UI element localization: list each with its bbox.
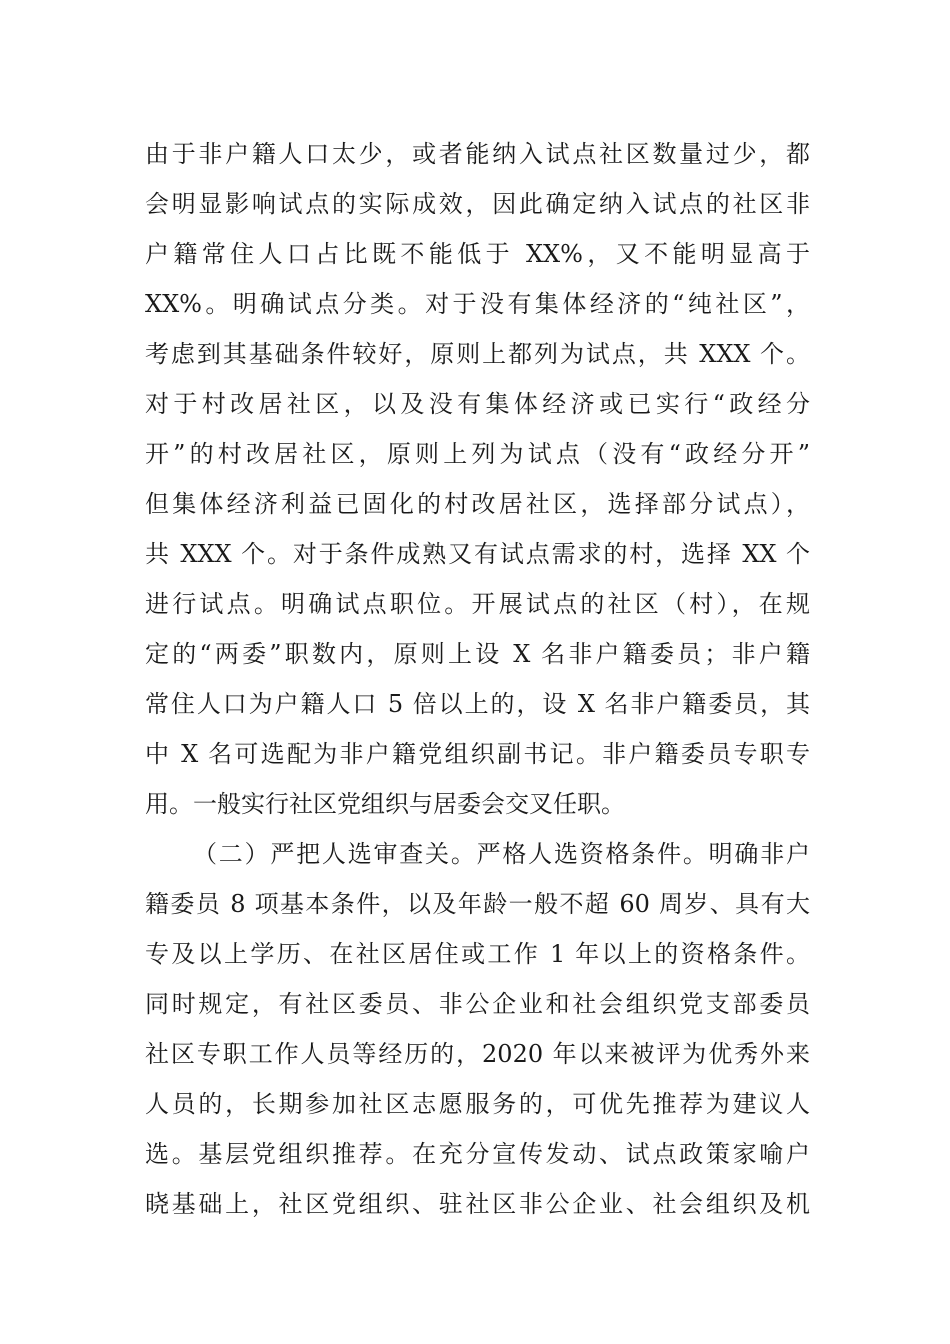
- text-line: 进行试点。明确试点职位。开展试点的社区（村），在规: [145, 590, 810, 618]
- text-line: 共 XXX 个。对于条件成熟又有试点需求的村，选择 XX 个: [145, 540, 810, 568]
- text-line: 对于村改居社区，以及没有集体经济或已实行“政经分: [145, 390, 810, 418]
- text-line: 同时规定，有社区委员、非公企业和社会组织党支部委员: [145, 990, 810, 1018]
- text-line: XX%。明确试点分类。对于没有集体经济的“纯社区”，: [145, 290, 810, 318]
- text-line: 专及以上学历、在社区居住或工作 1 年以上的资格条件。: [145, 940, 810, 968]
- text-line: 会明显影响试点的实际成效，因此确定纳入试点的社区非: [145, 190, 810, 218]
- text-line: 由于非户籍人口太少，或者能纳入试点社区数量过少，都: [145, 140, 810, 168]
- text-line: 选。基层党组织推荐。在充分宣传发动、试点政策家喻户: [145, 1140, 810, 1168]
- text-line: 定的“两委”职数内，原则上设 X 名非户籍委员；非户籍: [145, 640, 810, 668]
- text-line: 人员的，长期参加社区志愿服务的，可优先推荐为建议人: [145, 1090, 810, 1118]
- text-line: 用。一般实行社区党组织与居委会交叉任职。: [145, 790, 625, 818]
- text-line: 考虑到其基础条件较好，原则上都列为试点，共 XXX 个。: [145, 340, 810, 368]
- text-line: 籍委员 8 项基本条件，以及年龄一般不超 60 周岁、具有大: [145, 890, 810, 918]
- section-heading-line: （二）严把人选审查关。严格人选资格条件。明确非户: [193, 840, 810, 868]
- text-line: 但集体经济利益已固化的村改居社区，选择部分试点），: [145, 490, 810, 518]
- text-line: 开”的村改居社区，原则上列为试点（没有“政经分开”: [145, 440, 810, 468]
- text-line: 常住人口为户籍人口 5 倍以上的，设 X 名非户籍委员，其: [145, 690, 810, 718]
- text-line: 中 X 名可选配为非户籍党组织副书记。非户籍委员专职专: [145, 740, 810, 768]
- text-line: 社区专职工作人员等经历的，2020 年以来被评为优秀外来: [145, 1040, 810, 1068]
- text-line: 晓基础上，社区党组织、驻社区非公企业、社会组织及机: [145, 1190, 810, 1218]
- text-line: 户籍常住人口占比既不能低于 XX%，又不能明显高于: [145, 240, 810, 268]
- body-text: [145, 129, 810, 1229]
